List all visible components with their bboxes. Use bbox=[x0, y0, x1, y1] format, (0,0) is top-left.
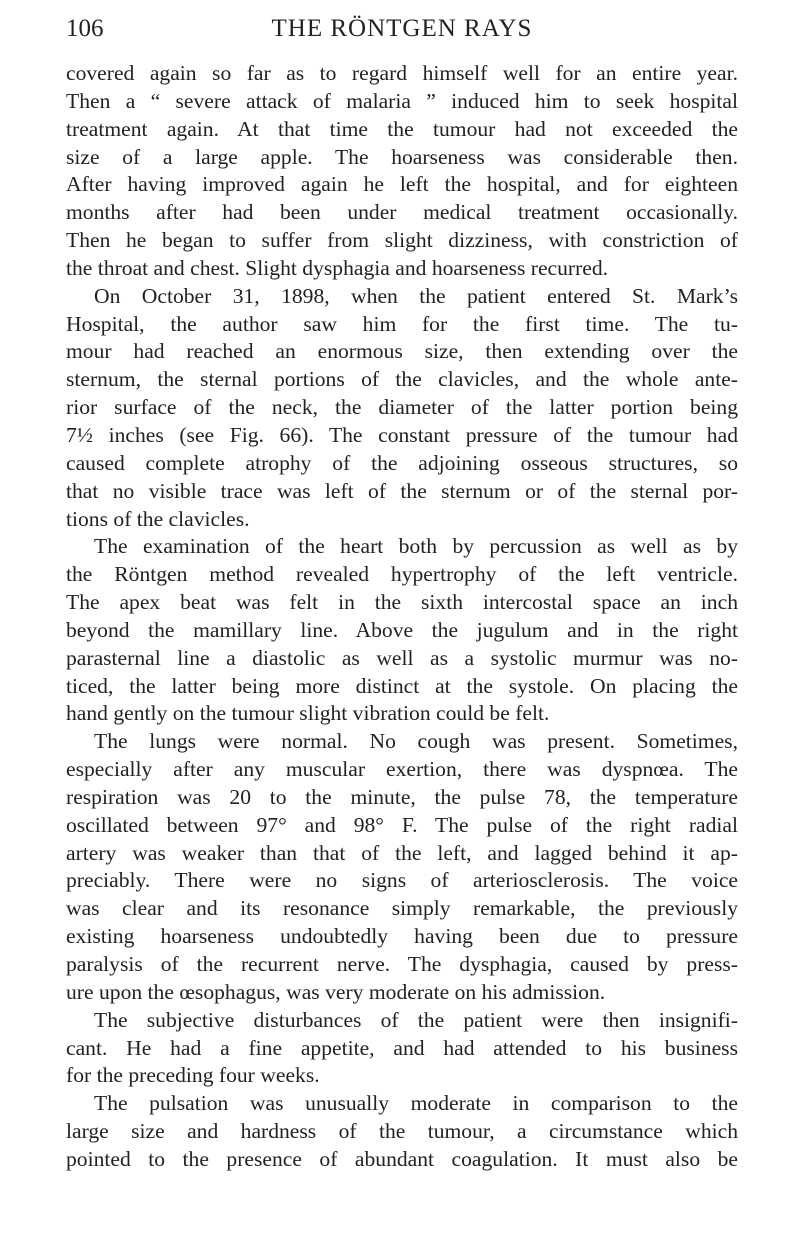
text-line: for the preceding four weeks. bbox=[66, 1063, 320, 1088]
text-line: oscillated between 97° and 98° F. The pulse of the right radial bbox=[66, 812, 738, 837]
text-line: The pulsation was unusually moderate in comparison to the bbox=[94, 1091, 738, 1116]
text-line: The lungs were normal. No cough was present. Sometimes, bbox=[94, 729, 738, 754]
text-line: paralysis of the recurrent nerve. The dysphagia, caused by press- bbox=[66, 952, 738, 976]
page-number: 106 bbox=[66, 15, 104, 42]
page-header bbox=[66, 14, 738, 44]
text-line: respiration was 20 to the minute, the pulse 78, the temperature bbox=[66, 784, 738, 809]
text-line: The apex beat was felt in the sixth intercostal space an inch bbox=[66, 590, 738, 615]
text-line: tions of the clavicles. bbox=[66, 506, 250, 531]
text-line: existing hoarseness undoubtedly having been due to pressure bbox=[66, 924, 738, 949]
text-line: The examination of the heart both by percussion as well as by bbox=[94, 534, 738, 559]
text-line: especially after any muscular exertion, there was dyspnœa. The bbox=[66, 757, 738, 782]
text-line: treatment again. At that time the tumour had not exceeded the bbox=[66, 116, 738, 141]
text-line: the Röntgen method revealed hypertrophy of the left ventricle. bbox=[66, 562, 738, 587]
text-line: preciably. There were no signs of arteriosclerosis. The voice bbox=[66, 868, 738, 893]
text-line: size of a large apple. The hoarseness was considerable then. bbox=[66, 144, 738, 169]
text-line: hand gently on the tumour slight vibration could be felt. bbox=[66, 701, 550, 726]
text-line: artery was weaker than that of the left, and lagged behind it ap- bbox=[66, 840, 738, 865]
text-line: large size and hardness of the tumour, a circumstance which bbox=[66, 1119, 738, 1144]
text-line: On October 31, 1898, when the patient entered St. Mark’s bbox=[94, 283, 738, 308]
text-line: cant. He had a fine appetite, and had attended to his business bbox=[66, 1035, 738, 1060]
text-line: the throat and chest. Slight dysphagia and hoarseness recurred. bbox=[66, 255, 609, 280]
text-line: covered again so far as to regard himself well for an entire year. bbox=[66, 61, 738, 85]
text-line: pointed to the presence of abundant coagulation. It must also be bbox=[66, 1146, 738, 1171]
text-line: The subjective disturbances of the patient were then insignifi- bbox=[94, 1007, 738, 1032]
text-line: 7½ inches (see Fig. 66). The constant pressure of the tumour had bbox=[66, 422, 738, 447]
body-text bbox=[66, 60, 738, 1174]
text-line: mour had reached an enormous size, then extending over the bbox=[66, 339, 738, 364]
text-line: rior surface of the neck, the diameter of the latter portion being bbox=[66, 395, 738, 420]
text-line: sternum, the sternal portions of the clavicles, and the whole ante- bbox=[66, 367, 738, 392]
text-line: that no visible trace was left of the sternum or of the sternal por- bbox=[66, 478, 738, 503]
text-line: ure upon the œsophagus, was very moderate on his admission. bbox=[66, 979, 606, 1004]
text-line: caused complete atrophy of the adjoining osseous structures, so bbox=[66, 450, 738, 475]
text-line: beyond the mamillary line. Above the jugulum and in the right bbox=[66, 617, 738, 642]
text-line: months after had been under medical treatment occasionally. bbox=[66, 200, 738, 225]
text-line: After having improved again he left the hospital, and for eighteen bbox=[66, 172, 738, 197]
text-line: Then a “ severe attack of malaria ” induced him to seek hospital bbox=[66, 88, 738, 113]
running-title: THE RÖNTGEN RAYS bbox=[271, 15, 533, 42]
text-line: ticed, the latter being more distinct at the systole. On placing the bbox=[66, 673, 738, 698]
text-line: Then he began to suffer from slight dizziness, with constriction of bbox=[66, 228, 738, 253]
text-line: Hospital, the author saw him for the first time. The tu- bbox=[66, 311, 738, 336]
text-line: was clear and its resonance simply remarkable, the previously bbox=[66, 896, 738, 921]
text-line: parasternal line a diastolic as well as a systolic murmur was no- bbox=[66, 645, 738, 670]
